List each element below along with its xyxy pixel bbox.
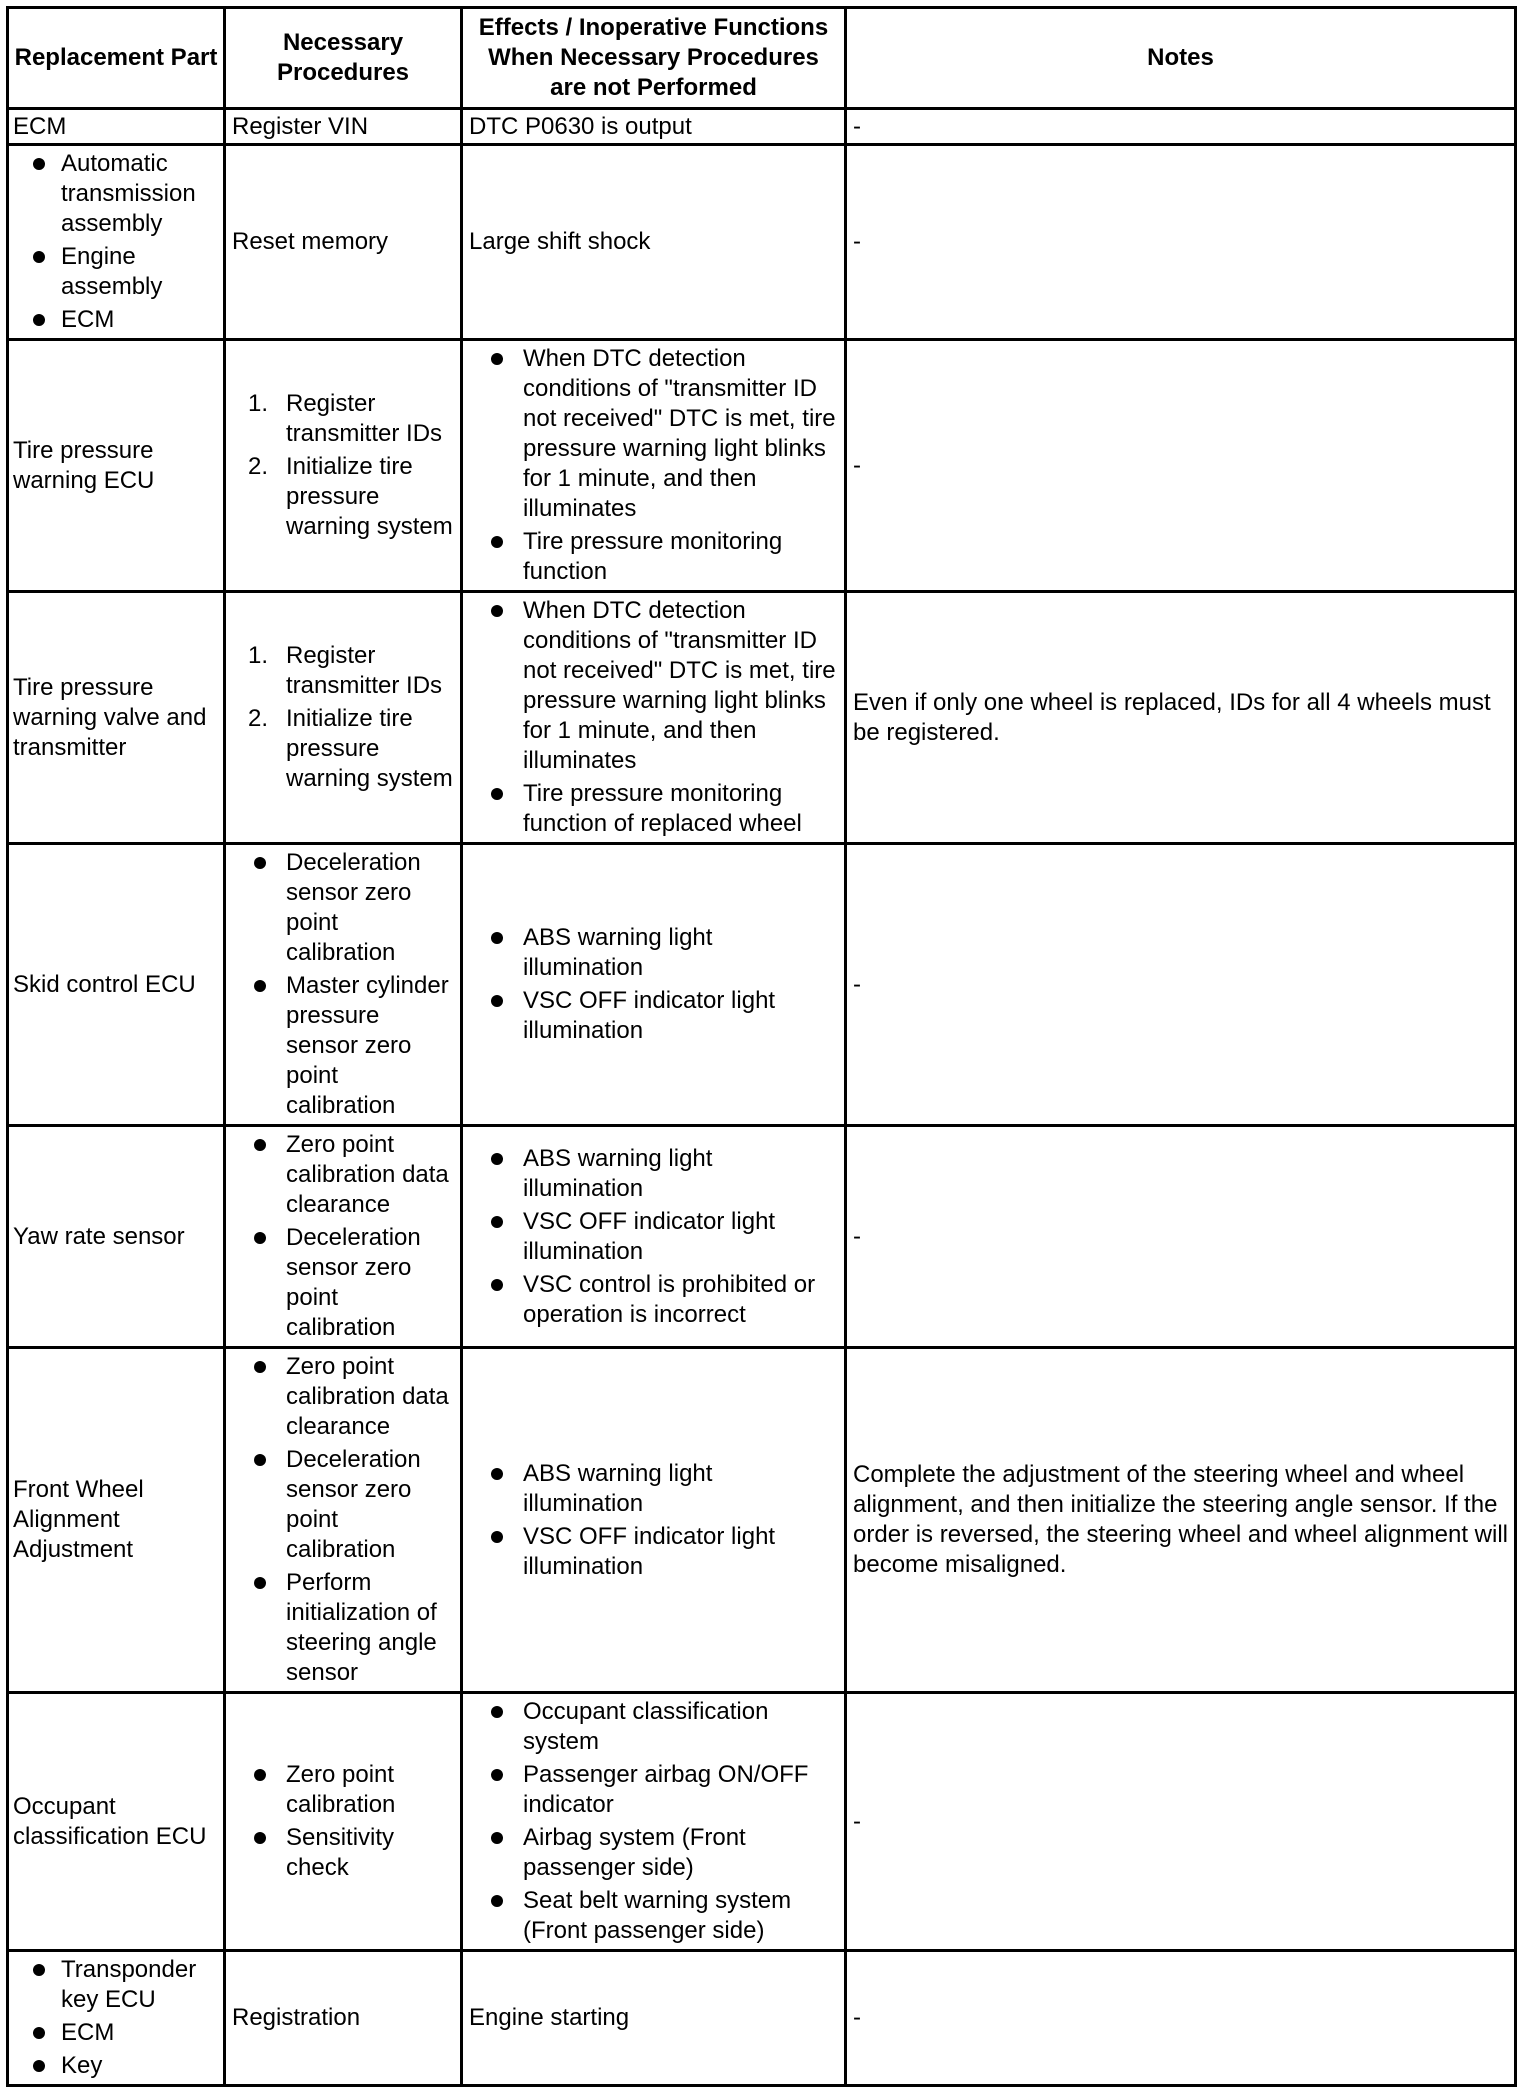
list-item: Sensitivity check [232,1823,454,1883]
list-item: Deceleration sensor zero point calibration [232,1445,454,1565]
table-row [8,145,1516,340]
cell-notes [846,340,1516,592]
step-number: 1. [248,390,269,417]
cell-effect [462,1126,846,1348]
notes-text: Even if only one wheel is replaced, IDs for all 4 wheels must be registered. [853,688,1491,746]
part-text: Occupant classification ECU [13,1792,207,1850]
table-row [8,1693,1516,1951]
effect-text: Large shift shock [469,228,651,255]
cell-part [8,592,225,844]
cell-notes [846,1951,1516,2086]
procedure-list [232,389,454,542]
effect-list [469,1697,838,1946]
effect-list [469,596,838,839]
list-item: Tire pressure monitoring function of replaced wheel [469,779,838,839]
cell-procedure [225,1348,462,1693]
part-text: Yaw rate sensor [13,1222,185,1250]
cell-notes [846,109,1516,145]
list-item: ABS warning light illumination [469,1144,838,1204]
cell-procedure [225,109,462,145]
list-item: Airbag system (Front passenger side) [469,1823,838,1883]
cell-part [8,109,225,145]
cell-notes [846,1126,1516,1348]
list-item: Perform initialization of steering angle sensor [232,1568,454,1688]
list-item: When DTC detection conditions of "transmitter ID not received" DTC is met, tire pressure warning light blinks for 1 minute, and then illuminates [469,596,838,776]
cell-part [8,1126,225,1348]
cell-part [8,145,225,340]
list-item: Tire pressure monitoring function [469,527,838,587]
procedure-list [232,1352,454,1688]
list-item: Master cylinder pressure sensor zero point calibration [232,971,454,1121]
cell-effect [462,1693,846,1951]
table-row [8,1951,1516,2086]
list-item: ABS warning light illumination [469,1459,838,1519]
table-row [8,844,1516,1126]
effect-list [469,923,838,1046]
step-text: Initialize tire pressure warning system [286,705,453,792]
effect-list [469,344,838,587]
list-item: VSC OFF indicator light illumination [469,986,838,1046]
cell-procedure [225,340,462,592]
list-item: ECM [13,2018,217,2048]
table-row [8,109,1516,145]
list-item: ECM [13,305,217,335]
procedure-text: Reset memory [232,228,389,255]
cell-effect [462,109,846,145]
list-item: Key [13,2051,217,2081]
header-necessary-procedures: Necessary Procedures [225,8,462,109]
effect-text: DTC P0630 is output [469,112,692,140]
cell-procedure [225,1126,462,1348]
list-item: Automatic transmission assembly [13,149,217,239]
effect-list [469,1144,838,1330]
table-row [8,592,1516,844]
notes-text: - [853,1807,861,1835]
part-list [13,1955,217,2081]
list-item [232,389,454,449]
cell-effect [462,1951,846,2086]
list-item: VSC OFF indicator light illumination [469,1207,838,1267]
header-row [8,8,1516,109]
step-number: 1. [248,642,269,669]
list-item: When DTC detection conditions of "transmitter ID not received" DTC is met, tire pressure warning light blinks for 1 minute, and then illuminates [469,344,838,524]
part-list [13,149,217,335]
cell-effect [462,340,846,592]
part-text: Tire pressure warning valve and transmitter [13,673,207,761]
list-item [232,641,454,701]
part-text: ECM [13,112,67,140]
list-item: Seat belt warning system (Front passenger side) [469,1886,838,1946]
procedure-list [232,1760,454,1883]
cell-effect [462,1348,846,1693]
step-text: Initialize tire pressure warning system [286,453,453,540]
procedure-list [232,1130,454,1343]
list-item: Passenger airbag ON/OFF indicator [469,1760,838,1820]
effect-text: Engine starting [469,2004,630,2031]
cell-notes [846,592,1516,844]
cell-effect [462,145,846,340]
part-text: Skid control ECU [13,970,196,998]
effect-list [469,1459,838,1582]
list-item: ABS warning light illumination [469,923,838,983]
table-row [8,1126,1516,1348]
notes-text: - [853,2004,861,2031]
header-notes: Notes [846,8,1516,109]
table-row [8,1348,1516,1693]
notes-text: - [853,112,861,140]
cell-notes [846,1348,1516,1693]
table-row [8,340,1516,592]
part-text: Tire pressure warning ECU [13,436,155,494]
cell-part [8,844,225,1126]
list-item: Transponder key ECU [13,1955,217,2015]
list-item: Zero point calibration [232,1760,454,1820]
list-item: VSC control is prohibited or operation is incorrect [469,1270,838,1330]
cell-procedure [225,592,462,844]
cell-effect [462,592,846,844]
notes-text: Complete the adjustment of the steering wheel and wheel alignment, and then initialize the steering angle sensor. If the order is reversed, the steering wheel and wheel alignment will become misaligned. [853,1461,1509,1578]
step-number: 2. [248,705,269,732]
cell-procedure [225,1951,462,2086]
header-replacement-part: Replacement Part [8,8,225,109]
step-text: Register transmitter IDs [286,642,443,699]
procedure-text: Registration [232,2004,361,2031]
cell-part [8,340,225,592]
list-item [232,452,454,542]
procedures-table [6,6,1517,2087]
cell-part [8,1693,225,1951]
cell-procedure [225,844,462,1126]
cell-part [8,1348,225,1693]
notes-text: - [853,1222,861,1250]
notes-text: - [853,970,861,998]
part-text: Front Wheel Alignment Adjustment [13,1476,144,1563]
procedure-text: Register VIN [232,112,369,140]
list-item: Occupant classification system [469,1697,838,1757]
notes-text: - [853,451,861,479]
list-item: VSC OFF indicator light illumination [469,1522,838,1582]
procedure-list [232,848,454,1121]
procedure-list [232,641,454,794]
list-item: Engine assembly [13,242,217,302]
list-item: Deceleration sensor zero point calibration [232,848,454,968]
cell-notes [846,1693,1516,1951]
cell-notes [846,844,1516,1126]
step-text: Register transmitter IDs [286,390,443,447]
list-item: Zero point calibration data clearance [232,1352,454,1442]
header-effects: Effects / Inoperative Functions When Necessary Procedures are not Performed [462,8,846,109]
list-item: Zero point calibration data clearance [232,1130,454,1220]
cell-effect [462,844,846,1126]
cell-procedure [225,1693,462,1951]
cell-notes [846,145,1516,340]
cell-part [8,1951,225,2086]
list-item [232,704,454,794]
step-number: 2. [248,453,269,480]
notes-text: - [853,228,861,255]
list-item: Deceleration sensor zero point calibration [232,1223,454,1343]
cell-procedure [225,145,462,340]
